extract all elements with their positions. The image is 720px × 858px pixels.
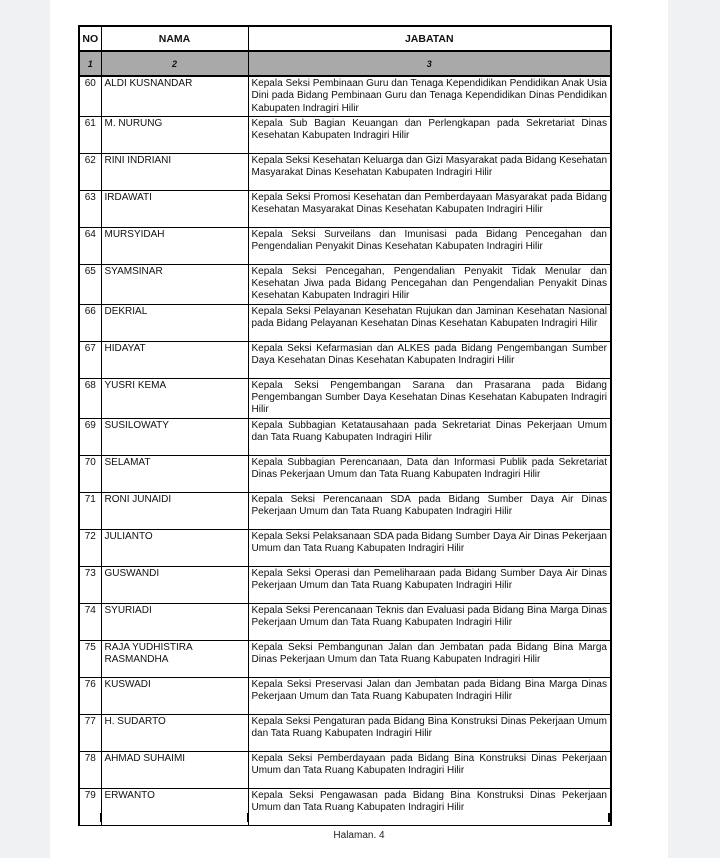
table-row <box>79 227 611 264</box>
row-nama: SYURIADI <box>101 603 248 640</box>
page-number-footer: Halaman. 4 <box>333 830 385 841</box>
table-row <box>79 677 611 714</box>
header-jabatan: JABATAN <box>248 26 611 51</box>
table-row <box>79 714 611 751</box>
row-no: 60 <box>79 76 101 116</box>
row-nama: MURSYIDAH <box>101 227 248 264</box>
column-number-2: 2 <box>101 51 248 76</box>
next-row-stub-left-border <box>78 813 80 822</box>
row-no: 64 <box>79 227 101 264</box>
row-jabatan: Kepala Subbagian Ketatausahaan pada Sekretariat Dinas Pekerjaan Umum dan Tata Ruang Kabupaten Indragiri Hilir <box>248 418 611 455</box>
row-jabatan: Kepala Seksi Kesehatan Keluarga dan Gizi Masyarakat pada Bidang Kesehatan Masyarakat Dinas Kesehatan Kabupaten Indragiri Hilir <box>248 153 611 190</box>
viewer-background-right <box>668 0 720 858</box>
row-no: 78 <box>79 751 101 788</box>
table-row <box>79 492 611 529</box>
row-nama: ERWANTO <box>101 788 248 825</box>
row-jabatan: Kepala Seksi Pengembangan Sarana dan Prasarana pada Bidang Pengembangan Sumber Daya Kesehatan Dinas Kesehatan Kabupaten Indragiri Hilir <box>248 378 611 418</box>
row-nama: JULIANTO <box>101 529 248 566</box>
row-nama: YUSRI KEMA <box>101 378 248 418</box>
row-nama: GUSWANDI <box>101 566 248 603</box>
table-row <box>79 341 611 378</box>
row-jabatan: Kepala Seksi Promosi Kesehatan dan Pemberdayaan Masyarakat pada Bidang Kesehatan Masyarakat Dinas Kesehatan Kabupaten Indragiri Hilir <box>248 190 611 227</box>
row-nama: M. NURUNG <box>101 116 248 153</box>
row-no: 63 <box>79 190 101 227</box>
row-jabatan: Kepala Seksi Pemberdayaan pada Bidang Bina Konstruksi Dinas Pekerjaan Umum dan Tata Ruang Kabupaten Indragiri Hilir <box>248 751 611 788</box>
row-jabatan: Kepala Seksi Pengawasan pada Bidang Bina Konstruksi Dinas Pekerjaan Umum dan Tata Ruang Kabupaten Indragiri Hilir <box>248 788 611 825</box>
officials-table <box>78 25 612 826</box>
row-no: 67 <box>79 341 101 378</box>
table-body <box>79 76 611 825</box>
table-row <box>79 76 611 116</box>
row-no: 77 <box>79 714 101 751</box>
table-row <box>79 116 611 153</box>
row-nama: SELAMAT <box>101 455 248 492</box>
row-nama: DEKRIAL <box>101 304 248 341</box>
header-nama: NAMA <box>101 26 248 51</box>
table-row <box>79 640 611 677</box>
column-number-3: 3 <box>248 51 611 76</box>
row-no: 70 <box>79 455 101 492</box>
table-row <box>79 304 611 341</box>
table-header <box>79 26 611 76</box>
row-no: 65 <box>79 264 101 304</box>
column-number-1: 1 <box>79 51 101 76</box>
row-jabatan: Kepala Seksi Pembinaan Guru dan Tenaga Kependidikan Pendidikan Anak Usia Dini pada Bidang Pembinaan Guru dan Tenaga Kependidikan Dinas Pendidikan Kabupaten Indragiri Hilir <box>248 76 611 116</box>
table-row <box>79 455 611 492</box>
row-jabatan: Kepala Seksi Pelaksanaan SDA pada Bidang Sumber Daya Air Dinas Pekerjaan Umum dan Tata Ruang Kabupaten Indragiri Hilir <box>248 529 611 566</box>
row-jabatan: Kepala Seksi Preservasi Jalan dan Jembatan pada Bidang Bina Marga Dinas Pekerjaan Umum dan Tata Ruang Kabupaten Indragiri Hilir <box>248 677 611 714</box>
row-jabatan: Kepala Seksi Pencegahan, Pengendalian Penyakit Tidak Menular dan Kesehatan Jiwa pada Bidang Pencegahan dan Pengendalian Penyakit Dinas Kesehatan Kabupaten Indragiri Hilir <box>248 264 611 304</box>
row-jabatan: Kepala Subbagian Perencanaan, Data dan Informasi Publik pada Sekretariat Dinas Pekerjaan Umum dan Tata Ruang Kabupaten Indragiri Hilir <box>248 455 611 492</box>
row-nama: SYAMSINAR <box>101 264 248 304</box>
row-nama: IRDAWATI <box>101 190 248 227</box>
row-jabatan: Kepala Seksi Pembangunan Jalan dan Jembatan pada Bidang Bina Marga Dinas Pekerjaan Umum dan Tata Ruang Kabupaten Indragiri Hilir <box>248 640 611 677</box>
row-jabatan: Kepala Seksi Surveilans dan Imunisasi pada Bidang Pencegahan dan Pengendalian Penyakit Dinas Kesehatan Kabupaten Indragiri Hilir <box>248 227 611 264</box>
row-no: 76 <box>79 677 101 714</box>
row-no: 61 <box>79 116 101 153</box>
row-no: 62 <box>79 153 101 190</box>
row-nama: KUSWADI <box>101 677 248 714</box>
table-row <box>79 603 611 640</box>
row-jabatan: Kepala Seksi Operasi dan Pemeliharaan pada Bidang Sumber Daya Air Dinas Pekerjaan Umum dan Tata Ruang Kabupaten Indragiri Hilir <box>248 566 611 603</box>
table-row <box>79 264 611 304</box>
next-row-stub-nama-divider <box>247 813 248 822</box>
table-row <box>79 153 611 190</box>
row-jabatan: Kepala Sub Bagian Keuangan dan Perlengkapan pada Sekretariat Dinas Kesehatan Kabupaten Indragiri Hilir <box>248 116 611 153</box>
row-jabatan: Kepala Seksi Kefarmasian dan ALKES pada Bidang Pengembangan Sumber Daya Kesehatan Dinas Kesehatan Kabupaten Indragiri Hilir <box>248 341 611 378</box>
row-nama: RAJA YUDHISTIRA RASMANDHA <box>101 640 248 677</box>
row-nama: AHMAD SUHAIMI <box>101 751 248 788</box>
row-jabatan: Kepala Seksi Perencanaan Teknis dan Evaluasi pada Bidang Bina Marga Dinas Pekerjaan Umum dan Tata Ruang Kabupaten Indragiri Hilir <box>248 603 611 640</box>
row-no: 73 <box>79 566 101 603</box>
row-nama: H. SUDARTO <box>101 714 248 751</box>
table-row <box>79 190 611 227</box>
table-row <box>79 566 611 603</box>
table-row <box>79 788 611 825</box>
row-nama: RONI JUNAIDI <box>101 492 248 529</box>
next-row-stub-right-border <box>608 813 610 822</box>
table-row <box>79 418 611 455</box>
table-row <box>79 529 611 566</box>
row-no: 68 <box>79 378 101 418</box>
row-no: 69 <box>79 418 101 455</box>
row-nama: SUSILOWATY <box>101 418 248 455</box>
row-no: 74 <box>79 603 101 640</box>
row-nama: RINI INDRIANI <box>101 153 248 190</box>
viewer-background-left <box>0 0 50 858</box>
table-row <box>79 751 611 788</box>
row-no: 75 <box>79 640 101 677</box>
header-no: NO <box>79 26 101 51</box>
row-no: 71 <box>79 492 101 529</box>
row-no: 79 <box>79 788 101 825</box>
row-no: 66 <box>79 304 101 341</box>
column-number-row <box>79 51 611 76</box>
table-row <box>79 378 611 418</box>
header-row <box>79 26 611 51</box>
row-jabatan: Kepala Seksi Pengaturan pada Bidang Bina Konstruksi Dinas Pekerjaan Umum dan Tata Ruang Kabupaten Indragiri Hilir <box>248 714 611 751</box>
next-row-stub-no-divider <box>100 813 101 822</box>
row-nama: HIDAYAT <box>101 341 248 378</box>
row-jabatan: Kepala Seksi Pelayanan Kesehatan Rujukan dan Jaminan Kesehatan Nasional pada Bidang Pelayanan Kesehatan Dinas Kesehatan Kabupaten Indragiri Hilir <box>248 304 611 341</box>
row-jabatan: Kepala Seksi Perencanaan SDA pada Bidang Sumber Daya Air Dinas Pekerjaan Umum dan Tata Ruang Kabupaten Indragiri Hilir <box>248 492 611 529</box>
row-nama: ALDI KUSNANDAR <box>101 76 248 116</box>
row-no: 72 <box>79 529 101 566</box>
